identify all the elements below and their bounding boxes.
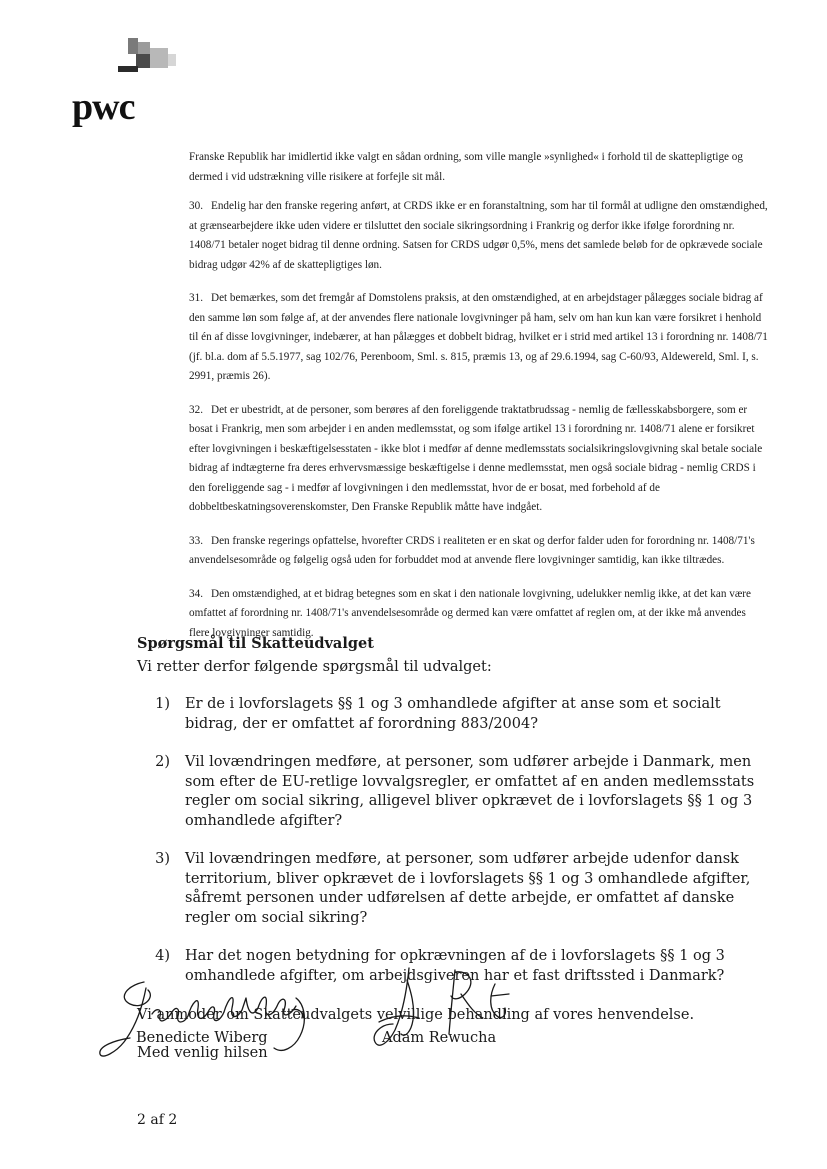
question-text: Er de i lovforslagets §§ 1 og 3 omhandlede afgifter at anse som et socialt bidrag, der er omfattet af forordning 883/2004? [185, 696, 721, 732]
signatory-name: Benedicte Wiberg [136, 1030, 268, 1046]
paragraph-text: Det bemærkes, som det fremgår af Domstolens praksis, at den omstændighed, at en arbejdstager pålægges sociale bidrag af den samme løn som følge af, at der anvendes flere nationale lovgivninger på ham, selv om han kun kan være forsikret i henhold til én af disse lovgivninger, indebærer, at han pålægges et dobbelt bidrag, hvilket er i strid med artikel 13 i forordning nr. 1408/71 (jf. bl.a. dom af 5.5.1977, sag 102/76, Perenboom, Sml. s. 815, præmis 13, og af 29.6.1994, sag C-60/93, Aldewereld, Sml. I, s. 2991, præmis 26). [189, 292, 768, 382]
judgment-excerpt [189, 148, 769, 657]
question-item [137, 695, 777, 734]
question-number: 2) [155, 754, 170, 770]
logo-mark-icon [70, 36, 190, 86]
section-heading: Spørgsmål til Skatteudvalget [137, 635, 374, 652]
greeting: Med venlig hilsen [137, 1045, 268, 1061]
question-item [137, 850, 777, 928]
section-lead: Vi retter derfor følgende spørgsmål til udvalget: [137, 659, 492, 675]
paragraph-text: Det er ubestridt, at de personer, som berøres af den foreliggende traktatbrudssag - nemlig de fællesskabsborgere, som er bosat i Frankrig, men som arbejder i en anden medlemsstat, og som ifølge artikel 13 i forordning nr. 1408/71 alene er forsikret efter lovgivningen i beskæftigelsesstaten - ikke blot i medfør af denne medlemsstats socialsikringslovgivning skal betale sociale bidrag af indtægterne fra deres erhvervsmæssige beskæftigelse i denne medlemsstat, men også sociale bidrag - nemlig CRDS i den foreliggende sag - i medfør af lovgivningen i den medlemsstat, hvor de er bosat, med forbehold af de dobbeltbeskatningsoverenskomster, Den Franske Republik måtte have indgået. [189, 403, 763, 513]
paragraph-number: 34. [189, 587, 203, 600]
handwritten-signature-icon [96, 968, 326, 1068]
excerpt-paragraph-30 [189, 197, 769, 275]
paragraph-text: Endelig har den franske regering anført, at CRDS ikke er en foranstaltning, som har til formål at udligne den omstændighed, at grænsearbejdere ikke uden videre er tilsluttet den sociale sikringsordning i Frankrig og derfor ikke ifølge forordning nr. 1408/71 betaler noget bidrag til denne ordning. Satsen for CRDS udgør 0,5%, mens det samlede beløb for de opkrævede sociale bidrag udgør 42% af de skattepligtiges løn. [189, 200, 768, 271]
closing-sentence: Vi anmoder om Skatteudvalgets velvillige behandling af vores henvendelse. [137, 1007, 695, 1023]
question-number: 4) [155, 948, 170, 964]
question-number: 3) [155, 851, 170, 867]
paragraph-number: 33. [189, 534, 203, 547]
paragraph-number: 31. [189, 292, 203, 304]
signature-block-1 [96, 968, 326, 1068]
question-text: Har det nogen betydning for opkrævningen af de i lovforslagets §§ 1 og 3 omhandlede afgifter, om arbejdsgiveren har et fast driftssted i Danmark? [185, 948, 725, 984]
question-item [137, 753, 777, 831]
logo-wordmark: pwc [72, 86, 135, 128]
paragraph-number: 32. [189, 403, 203, 416]
question-text: Vil lovændringen medføre, at personer, som udfører arbejde udenfor dansk territorium, bliver opkrævet de i lovforslagets §§ 1 og 3 omhandlede afgifter, såfremt personen under udførelsen af dette arbejde, er omfattet af danske regler om social sikring? [185, 851, 751, 926]
page-number: 2 af 2 [137, 1112, 178, 1128]
excerpt-paragraph-31 [189, 289, 769, 387]
signature-block-2 [365, 962, 535, 1062]
handwritten-signature-icon [365, 962, 535, 1062]
excerpt-intro: Franske Republik har imidlertid ikke valgt en sådan ordning, som ville mangle »synlighed« i forhold til de skattepligtige og dermed i vid udstrækning ville risikere at forfejle sit mål. [189, 151, 743, 183]
pwc-logo [70, 36, 190, 128]
excerpt-paragraph-32 [189, 401, 769, 518]
excerpt-paragraph-33 [189, 532, 769, 571]
paragraph-text: Den omstændighed, at et bidrag betegnes som en skat i den nationale lovgivning, udelukker nemlig ikke, at det kan være omfattet af forordning nr. 1408/71's anvendelsesområde og dermed kan være omfattet af reglen om, at der ikke må anvendes flere lovgivninger samtidig. [189, 587, 751, 639]
question-number: 1) [155, 696, 170, 712]
question-list [137, 695, 777, 986]
paragraph-text: Den franske regerings opfattelse, hvorefter CRDS i realiteten er en skat og derfor falder uden for forordning nr. 1408/71's anvendelsesområde og følgelig også uden for forbuddet mod at anvende flere lovgivninger samtidig, kan ikke tiltrædes. [189, 534, 755, 566]
question-text: Vil lovændringen medføre, at personer, som udfører arbejde i Danmark, men som efter de EU-retlige lovvalgsregler, er omfattet af en anden medlemsstats regler om social sikring, alligevel bliver opkrævet de i lovforslagets §§ 1 og 3 omhandlede afgifter? [185, 754, 755, 829]
signatory-name: Adam Rewucha [382, 1030, 497, 1046]
paragraph-number: 30. [189, 200, 203, 212]
